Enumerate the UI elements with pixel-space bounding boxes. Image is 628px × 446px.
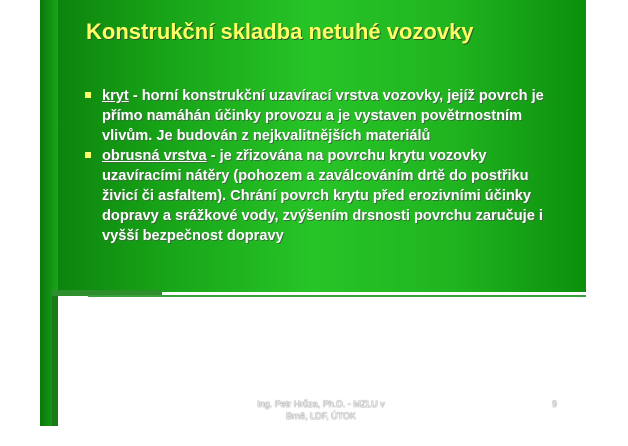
bullet-text: - horní konstrukční uzavírací vrstva vozovky, jejíž povrch je přímo namáhán účinky provozu a je vystaven povětrnostním vlivům. Je budován z nejkvalitnějších materiálů: [102, 88, 544, 144]
square-bullet-icon: [85, 152, 91, 158]
footer-institution: Brně, LDF, ÚTOK: [286, 411, 356, 421]
bullet-list: [84, 86, 554, 246]
bullet-text: - je zřizována na povrchu krytu vozovky uzavíracími nátěry (pohozem a zaválcováním drtě do postřiku živicí či asfaltem). Chrání povrch krytu před erozivními účinky dopravy a srážkové vody, zvýšením drsnosti povrchu zaručuje i vyšší bezpečnost dopravy: [102, 148, 543, 244]
page-number: 9: [552, 399, 558, 409]
bullet-term: kryt: [102, 88, 129, 104]
bullet-item-kryt: [84, 86, 554, 146]
decorative-vertical-bar: [52, 290, 58, 426]
slide-footer: [252, 398, 390, 422]
bullet-term: obrusná vrstva: [102, 148, 207, 164]
slide-title: Konstrukční skladba netuhé vozovky: [86, 19, 474, 44]
decorative-thin-bar: [88, 295, 586, 297]
footer-author: Ing. Petr Hrůza, Ph.D. - MZLU v: [257, 399, 385, 409]
square-bullet-icon: [85, 92, 91, 98]
bullet-item-obrusna-vrstva: [84, 146, 554, 246]
